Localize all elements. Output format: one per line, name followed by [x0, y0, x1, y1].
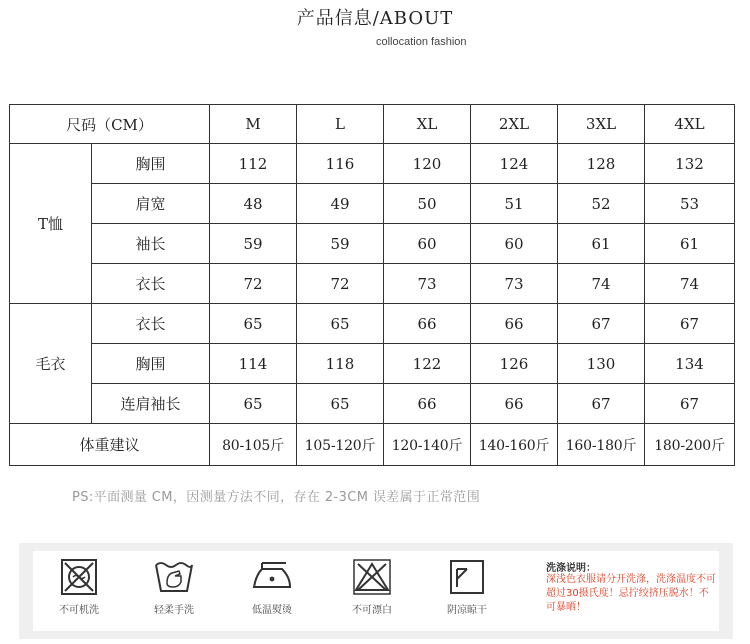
table-row: [10, 384, 735, 424]
size-header-cell: XL: [384, 105, 471, 144]
weight-cell: 140-160斤: [471, 424, 558, 466]
table-row: [10, 304, 735, 344]
table-cell: 67: [558, 384, 645, 424]
table-cell: 128: [558, 144, 645, 184]
page-title: 产品信息/ABOUT: [296, 8, 454, 29]
table-cell: 122: [384, 344, 471, 384]
table-cell: 60: [471, 224, 558, 264]
table-cell: 73: [384, 264, 471, 304]
table-cell: 72: [210, 264, 297, 304]
page-subtitle: collocation fashion: [376, 36, 467, 48]
table-cell: 50: [384, 184, 471, 224]
table-cell: 66: [384, 304, 471, 344]
table-row: [10, 144, 735, 184]
shade-dry-icon: [447, 557, 487, 597]
table-cell: 120: [384, 144, 471, 184]
table-cell: 59: [210, 224, 297, 264]
weight-cell: 180-200斤: [645, 424, 735, 466]
table-cell: 65: [297, 384, 384, 424]
weight-row: [10, 424, 735, 466]
size-header-cell: M: [210, 105, 297, 144]
care-item-no-bleach: [336, 557, 408, 616]
table-cell: 66: [384, 384, 471, 424]
group-label-sweater: 毛衣: [10, 304, 92, 424]
measure-label: 胸围: [92, 144, 210, 184]
table-cell: 126: [471, 344, 558, 384]
wash-instructions-text: 深浅色衣服请分开洗涤，洗涤温度不可超过30摄氏度！忌拧绞挤压脱水！不可暴晒！: [546, 574, 716, 613]
table-cell: 59: [297, 224, 384, 264]
table-cell: 65: [210, 384, 297, 424]
care-panel: [19, 543, 733, 639]
weight-cell: 120-140斤: [384, 424, 471, 466]
table-cell: 67: [558, 304, 645, 344]
table-cell: 74: [645, 264, 735, 304]
group-label-tshirt: T恤: [10, 144, 92, 304]
measure-label: 连肩袖长: [92, 384, 210, 424]
size-header-cell: L: [297, 105, 384, 144]
measure-label: 衣长: [92, 304, 210, 344]
size-header-cell: 4XL: [645, 105, 735, 144]
weight-label: 体重建议: [10, 424, 210, 466]
table-cell: 124: [471, 144, 558, 184]
table-cell: 74: [558, 264, 645, 304]
care-item-no-machine-wash: [43, 557, 115, 616]
table-cell: 67: [645, 384, 735, 424]
care-label: 轻柔手洗: [154, 605, 194, 616]
table-cell: 61: [645, 224, 735, 264]
measure-label: 衣长: [92, 264, 210, 304]
table-cell: 51: [471, 184, 558, 224]
table-cell: 65: [210, 304, 297, 344]
table-cell: 134: [645, 344, 735, 384]
table-row: [10, 264, 735, 304]
hand-wash-icon: [152, 557, 196, 597]
measure-label: 袖长: [92, 224, 210, 264]
no-bleach-icon: [350, 557, 394, 597]
table-cell: 65: [297, 304, 384, 344]
size-header-cell: 2XL: [471, 105, 558, 144]
table-cell: 118: [297, 344, 384, 384]
size-corner-label: 尺码（CM）: [10, 105, 210, 144]
table-row: [10, 344, 735, 384]
table-cell: 73: [471, 264, 558, 304]
table-row: [10, 224, 735, 264]
measurement-note: PS:平面测量 CM，因测量方法不同，存在 2-3CM 误差属于正常范围: [72, 490, 481, 505]
care-item-low-iron: [236, 557, 308, 616]
table-cell: 72: [297, 264, 384, 304]
wash-instructions-title: 洗涤说明：: [546, 563, 596, 574]
care-label: 阴凉晾干: [447, 605, 487, 616]
size-chart-table: [9, 104, 735, 466]
table-cell: 112: [210, 144, 297, 184]
measure-label: 胸围: [92, 344, 210, 384]
table-cell: 116: [297, 144, 384, 184]
table-cell: 53: [645, 184, 735, 224]
care-label: 低温熨烫: [252, 605, 292, 616]
weight-cell: 105-120斤: [297, 424, 384, 466]
table-row: [10, 184, 735, 224]
size-header-cell: 3XL: [558, 105, 645, 144]
care-item-shade-dry: [431, 557, 503, 616]
table-cell: 67: [645, 304, 735, 344]
table-cell: 60: [384, 224, 471, 264]
size-header-row: [10, 105, 735, 144]
table-cell: 66: [471, 304, 558, 344]
weight-cell: 160-180斤: [558, 424, 645, 466]
table-cell: 66: [471, 384, 558, 424]
table-cell: 132: [645, 144, 735, 184]
table-cell: 49: [297, 184, 384, 224]
table-cell: 48: [210, 184, 297, 224]
no-machine-wash-icon: [59, 557, 99, 597]
measure-label: 肩宽: [92, 184, 210, 224]
table-cell: 61: [558, 224, 645, 264]
low-iron-icon: [250, 557, 294, 597]
care-label: 不可机洗: [59, 605, 99, 616]
table-cell: 52: [558, 184, 645, 224]
table-cell: 130: [558, 344, 645, 384]
care-panel-inner: [33, 551, 719, 631]
weight-cell: 80-105斤: [210, 424, 297, 466]
care-item-hand-wash: [138, 557, 210, 616]
table-cell: 114: [210, 344, 297, 384]
care-label: 不可漂白: [352, 605, 392, 616]
